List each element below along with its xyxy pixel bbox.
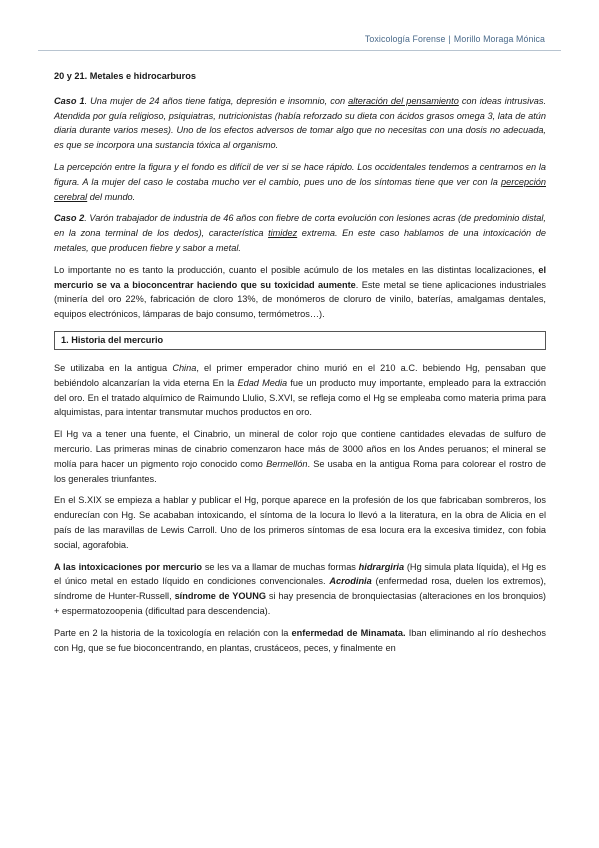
perception-text-a: La percepción entre la figura y el fondo es difícil de ver si se hace rápido. Los occidentales tendemos a centrarnos en la figura. A la mujer del caso le costaba mucho ver el cambio, pues uno de los síntomas tiene que ver con la: [54, 161, 546, 187]
case-2-label: Caso 2: [54, 213, 85, 224]
p5-bold-minamata: enfermedad de Minamata.: [291, 627, 406, 638]
p1-text-b: , el primer emperador chino murió en el 210 a.C. bebiendo Hg, pensaban que bebiéndolo alcanzarían la vida eterna En la: [54, 362, 546, 388]
case-1-paragraph: [54, 94, 546, 153]
p2-text-a: El Hg va a tener una fuente, el Cinabrio, un mineral de color rojo que contiene cantidades elevadas de sulfuro de mercurio. Las primeras minas de cinabrio comenzaron hace más de 3000 años en los Andes peruanos; el mineral se molía para hacer un pigmento rojo conocido como: [54, 429, 546, 469]
p4-text-a: se les va a llamar de muchas formas: [202, 561, 359, 572]
history-paragraph-3: En el S.XIX se empieza a hablar y publicar el Hg, porque aparece en la profesión de los que fabricaban sombreros, los endurecían con Hg. Se acababan intoxicando, el síntoma de la locura lo llevó a la literatura, en la obra de Alicia en el país de las maravillas de Lewis Carroll. Uno de los primeros síntomas de esa locura era la excesiva timidez, con fobia social, agorafobia.: [54, 495, 546, 550]
p4-text-c: (enfermedad rosa, duelen los extremos), síndrome de Hunter-Russell,: [54, 576, 546, 602]
intro-bold: el mercurio se va a bioconcentrar haciendo que su toxicidad aumente: [54, 264, 546, 290]
perception-paragraph: [54, 160, 546, 204]
section-heading-historia: 1. Historia del mercurio: [54, 331, 546, 350]
header-rule: [38, 50, 561, 51]
p4-bold-young: síndrome de YOUNG: [174, 591, 266, 602]
case-2-text-b: extrema. En este caso hablamos de una intoxicación de metales, que producen fiebre y sabor a metal.: [54, 228, 546, 253]
p4-bold-italic-acrodinia: Acrodinia: [329, 576, 372, 587]
header-separator: |: [448, 34, 451, 44]
case-1-label: Caso 1: [54, 95, 85, 106]
p4-bold-italic-hidrargiria: hidrargiria: [358, 561, 405, 572]
history-paragraph-1: [54, 361, 546, 420]
case-2-paragraph: [54, 211, 546, 255]
p2-text-b: . Se usaba en la antigua Roma para colorear el rostro de los generales triunfantes.: [54, 458, 547, 484]
case-1-text-a: . Una mujer de 24 años tiene fatiga, depresión e insomnio, con: [84, 95, 349, 106]
history-paragraph-4: [54, 560, 546, 619]
p4-text-d: si hay presencia de bronquiectasias (alteraciones en los bronquios) + espermatozoopenia (dificultad para descendencia).: [54, 591, 546, 616]
p1-italic-china: China: [172, 362, 197, 373]
intro-text-b: . Este metal se tiene aplicaciones industriales (minería del oro 22%, fabricación de cloro 13%, de monómeros de cloruro de vinilo, baterías, amalgamas dentales, equipos electrónicos, lámparas de bajo consumo, termómetros…).: [54, 279, 546, 320]
p4-bold-a: A las intoxicaciones por mercurio: [54, 561, 203, 572]
p1-text-a: Se utilizaba en la antigua: [54, 362, 173, 373]
intro-paragraph: [54, 263, 546, 322]
p2-italic-bermellon: Bermellón: [266, 458, 308, 469]
header-author: Morillo Moraga Mónica: [453, 34, 545, 44]
running-header: [365, 34, 545, 44]
case-2-text-a: . Varón trabajador de industria de 46 años con fiebre de corta evolución con lesiones acras (de predominio distal, en la zona terminal de los dedos), característica: [54, 213, 546, 239]
header-subject: Toxicología Forense: [364, 34, 446, 44]
p1-text-c: fue un producto muy importante, empleado para la extracción del oro. En el tratado alquímico de Raimundo Llulio, S.XVI, se refleja como el Hg se empleaba como materia prima para alquimistas, para intentar transmutar muchos productos en oro.: [54, 377, 546, 418]
case-2-underline: timidez: [268, 228, 298, 239]
page-title: 20 y 21. Metales e hidrocarburos: [54, 71, 196, 81]
case-1-text-b: con ideas intrusivas. Atendida por guía religioso, psiquiatras, nutricionistas (había reforzado su dieta con ácidos grasos omega 3, lata de atún diaria durante varios meses). Uno de los efectos adversos de tomar algo que no necesitas con una dosis no adecuada, es que se incorpora una sustancia tóxica al organismo.: [54, 95, 547, 151]
case-1-underline: alteración del pensamiento: [348, 95, 459, 106]
p5-text-a: Parte en 2 la historia de la toxicología en relación con la: [54, 627, 292, 638]
page-body: [54, 69, 546, 662]
p5-text-b: Iban eliminando al río deshechos con Hg, que se fue bioconcentrando, en plantas, crustáceos, peces, y finalmente en: [54, 627, 546, 653]
history-paragraph-2: [54, 427, 546, 486]
perception-text-b: del mundo.: [87, 191, 136, 202]
history-paragraph-5: [54, 626, 546, 656]
perception-underline: percepción cerebral: [54, 176, 546, 202]
p4-text-b: (Hg simula plata líquida), el Hg es el único metal en estado líquido en condiciones convencionales.: [54, 561, 546, 587]
p1-italic-edad-media: Edad Media: [237, 377, 288, 388]
intro-text-a: Lo importante no es tanto la producción, cuanto el posible acúmulo de los metales en las distintas localizaciones,: [54, 264, 539, 275]
